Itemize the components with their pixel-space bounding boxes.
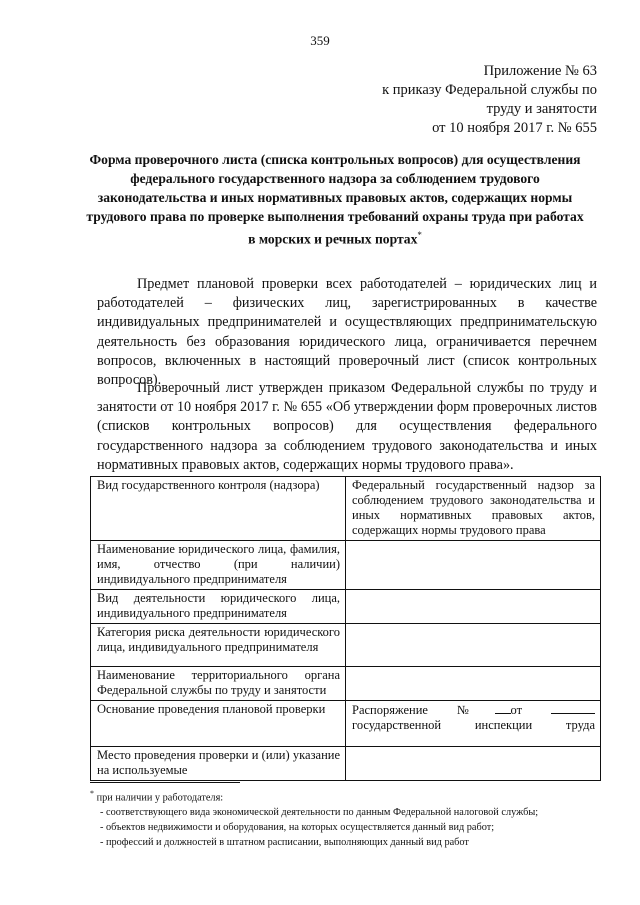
table-row: [91, 624, 601, 667]
page-number: 359: [310, 33, 330, 48]
table-row: [91, 747, 601, 781]
appendix-line: от 10 ноября 2017 г. № 655: [432, 120, 597, 136]
order-date-blank: [551, 702, 595, 714]
table-row: [91, 701, 601, 747]
appendix-line: труду и занятости: [486, 101, 597, 117]
footnotes: [90, 787, 590, 851]
inspection-name: государственной инспекции труда: [352, 718, 595, 732]
table-row: [91, 667, 601, 701]
table-cell-value: [346, 590, 601, 624]
table-cell-label: Место проведения проверки и (или) указание на используемые: [91, 747, 346, 781]
order-label: Распоряжение №: [352, 703, 495, 717]
order-number-blank: [495, 702, 511, 714]
table-cell-value: [346, 747, 601, 781]
appendix-line: к приказу Федеральной службы по: [382, 82, 597, 98]
footnote-mark: *: [90, 789, 94, 798]
table-cell-value: [346, 624, 601, 667]
paragraph-approval: Проверочный лист утвержден приказом Федеральной службы по труду и занятости от 10 ноября 2017 г. № 655 «Об утверждении форм проверочных листов (списков контрольных вопросов) для осуществления федерального государственного надзора за соблюдением трудового законодательства и иных нормативных правовых актов, содержащих нормы трудового права».: [97, 380, 597, 473]
table-row: [91, 590, 601, 624]
table-cell-label: Категория риска деятельности юридического лица, индивидуального предпринимателя: [91, 624, 346, 667]
inspection-info-table: [90, 476, 601, 781]
table-cell-value: [346, 541, 601, 590]
table-cell-label: Основание проведения плановой проверки: [91, 701, 346, 747]
footnote-divider: [90, 782, 240, 783]
paragraph-subject: Предмет плановой проверки всех работодателей – юридических лиц и работодателей – физических лиц, зарегистрированных в качестве индивидуальных предпринимателей и осуществляющих предпринимательскую деятельность без образования юридического лица, ограничивается перечнем вопросов, включенных в настоящий проверочный лист (список контрольных вопросов).: [97, 276, 597, 389]
table-cell-label: Вид государственного контроля (надзора): [91, 477, 346, 541]
table-cell-value: Федеральный государственный надзор за соблюдением трудового законодательства и иных нормативных правовых актов, содержащих нормы трудового права: [346, 477, 601, 541]
document-title-text: Форма проверочного листа (списка контрольных вопросов) для осуществления федерального государственного надзора за соблюдением трудового законодательства и иных нормативных правовых актов, содержащих нормы трудового права по проверке выполнения требований охраны труда при работах в морских и речных портах: [86, 152, 584, 247]
table-cell-value: [346, 701, 601, 747]
footnote-item: - профессий и должностей в штатном расписании, выполняющих данный вид работ: [100, 836, 469, 848]
table-cell-label: Наименование территориального органа Федеральной службы по труду и занятости: [91, 667, 346, 701]
table-row: [91, 541, 601, 590]
table-cell-label: Наименование юридического лица, фамилия, имя, отчество (при наличии) индивидуального предпринимателя: [91, 541, 346, 590]
table-cell-label: Вид деятельности юридического лица, индивидуального предпринимателя: [91, 590, 346, 624]
footnote-intro-text: при наличии у работодателя:: [96, 792, 224, 804]
title-footnote-mark: *: [417, 230, 422, 240]
table-row: [91, 477, 601, 541]
document-title: [85, 150, 585, 249]
appendix-header: [382, 62, 597, 138]
appendix-line: Приложение № 63: [483, 63, 597, 79]
footnote-intro: [90, 787, 590, 806]
footnote-item: - объектов недвижимости и оборудования, на которых осуществляется данный вид работ;: [100, 822, 495, 834]
footnote-item: - соответствующего вида экономической деятельности по данным Федеральной налоговой службы;: [100, 807, 539, 819]
table-cell-value: [346, 667, 601, 701]
order-date-label: от: [510, 703, 523, 717]
